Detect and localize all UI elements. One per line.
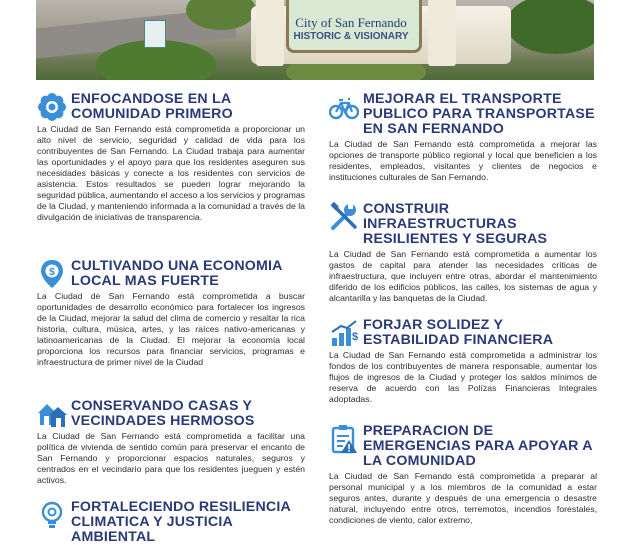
section-body: La Ciudad de San Fernando está comprometida a mejorar las opciones de transporte público regional y local que beneficien a los residentes, empleados, visitantes y clientes de negocios e instituciones culturales de San Fernando. — [329, 139, 597, 182]
sign-post-icon — [144, 20, 166, 48]
section-title: FORTALECIENDO RESILIENCIA CLIMATICA Y JUSTICIA AMBIENTAL — [71, 499, 291, 545]
sign-line2: HISTORIC & VISIONARY — [293, 31, 409, 42]
lightbulb-gear-icon — [37, 500, 67, 530]
section-title: ENFOCANDOSE EN LA COMUNIDAD PRIMERO — [71, 91, 233, 122]
section-body: La Ciudad de San Fernando está comprometida a aumentar los gastos de capital para atender las necesidades críticas de infraestructura, que incluyen entre otras, abordar el mantenimiento diferido de los edificios públicos, las calles, los sistemas de agua y alcantarilla y las banquetas de la Ciudad. — [329, 249, 597, 303]
section-title: CONSERVANDO CASAS Y VECINDADES HERMOSOS — [71, 398, 255, 429]
section-body: La Ciudad de San Fernando está comprometida a proporcionar un alto nivel de servicio, seguridad y calidad de vida para los contribuyentes de San Fernando. La Ciudad trabaja para aumentar las oportunidades y el apoyo para que los residentes aseguren sus necesidades básicas y conecte a los residentes con servicios de asistencia. Estos resultados se pueden lograr mejorando la seguridad pública, aumentando el acceso a los servicios y programas de la Ciudad, y manteniendo informada a la comunidad a través de la divulgación de iniciativas de transparencia. — [37, 124, 306, 222]
monument-sign-text — [289, 16, 413, 44]
monument-pillar — [428, 0, 456, 66]
monument-pillar — [256, 0, 284, 66]
emergency-clipboard-icon — [329, 424, 359, 454]
section-public-transport — [329, 92, 597, 183]
section-title: FORJAR SOLIDEZ Y ESTABILIDAD FINANCIERA — [363, 317, 554, 348]
section-infrastructure — [329, 202, 597, 304]
section-emergency-preparedness — [329, 424, 597, 526]
header-photo — [36, 0, 594, 80]
wrench-screwdriver-icon — [329, 202, 359, 232]
section-local-economy — [37, 259, 305, 368]
section-community-first — [37, 92, 305, 223]
bicycle-icon — [329, 92, 359, 122]
flower-icon — [37, 92, 67, 122]
section-body: La Ciudad de San Fernando está comprometida a facilitar una política de vivienda de sentido común para preservar el encanto de San Fernando y proporcionar espacios naturales, seguros y centrados en el vecindario para que los residentes jueguen y estén activos. — [37, 431, 305, 485]
section-title: PREPARACION DE EMERGENCIAS PARA APOYAR A LA COMUNIDAD — [363, 423, 593, 469]
section-body: La Ciudad de San Fernando está comprometida a preparar al personal municipal y a los miembros de la comunidad a estar seguros antes, durante y después de una emergencia o desastre natural, incluyendo entre otros, terremotos, incendios forestales, condiciones de viento, calor extremo, — [329, 471, 597, 525]
section-homes-neighborhoods — [37, 399, 305, 486]
photo-bush — [506, 0, 594, 54]
houses-icon — [37, 399, 67, 429]
section-title: CULTIVANDO UNA ECONOMIA LOCAL MAS FUERTE — [71, 258, 283, 289]
section-body: La Ciudad de San Fernando está comprometida a buscar oportunidades de desarrollo económico para fortalecer los ingresos de la Ciudad, mejorar la salud del clima de comercio y resaltar la rica historia, cultura, música, artes, y las raíces nativo-americanas y latinoamericanas de la Ciudad. El mejorar la economía local proporciona los recursos para financiar servicios, programas e infraestructura de primer nivel de la Ciudad — [37, 291, 305, 367]
bar-chart-dollar-icon — [329, 318, 359, 348]
section-title: CONSTRUIR INFRAESTRUCTURAS RESILIENTES Y SEGURAS — [363, 201, 548, 247]
sign-line1: City of San Fernando — [295, 15, 407, 30]
section-climate-resilience — [37, 500, 305, 545]
section-body: La Ciudad de San Fernando está comprometida a administrar los fondos de los contribuyentes de manera responsable, aumentar los flujos de ingresos de la Ciudad y proteger los saldos mínimos de reserva de acuerdo con las Polízas Financieras Integrales adoptadas. — [329, 350, 597, 404]
location-pin-dollar-icon — [37, 259, 67, 289]
svg-text:$: $ — [351, 331, 359, 343]
section-title: MEJORAR EL TRANSPORTE PUBLICO PARA TRANSPORTASE EN SAN FERNANDO — [363, 91, 595, 137]
svg-text:$: $ — [49, 267, 55, 278]
section-financial-stability — [329, 318, 597, 405]
